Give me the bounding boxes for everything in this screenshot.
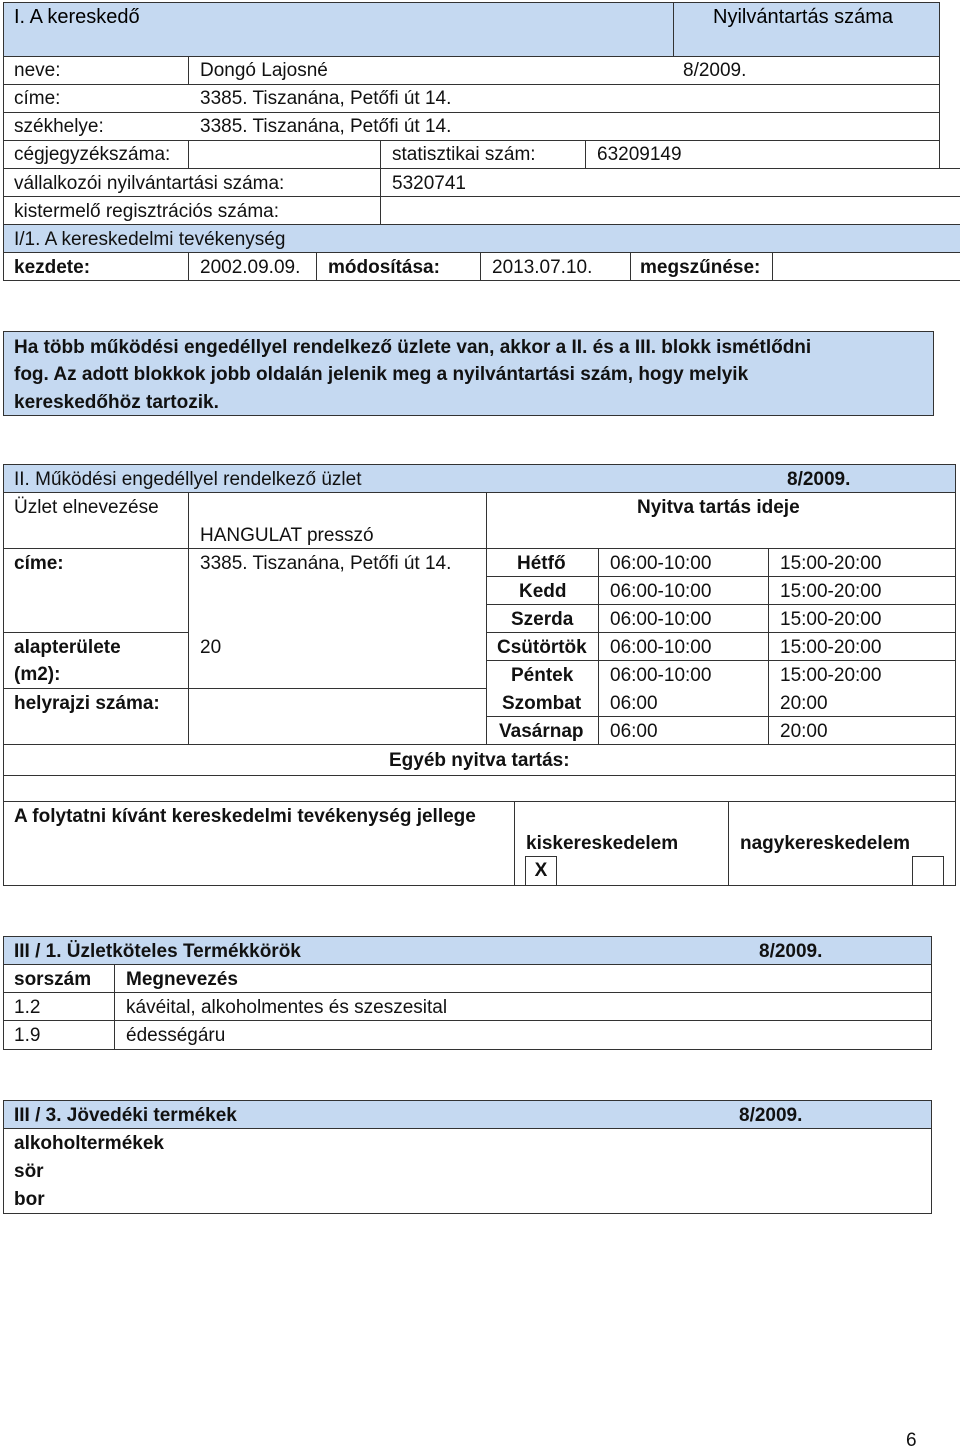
product-row-2-number: 1.9 <box>14 1025 41 1046</box>
excise-item-2: sör <box>14 1161 44 1182</box>
merchant-address-label: címe: <box>14 88 61 109</box>
excise-heading: III / 3. Jövedéki termékek <box>14 1105 237 1126</box>
merchant-name-label: neve: <box>14 60 61 81</box>
saturday-close: 20:00 <box>780 693 828 714</box>
lot-number-label: helyrajzi száma: <box>14 693 160 714</box>
page-number: 6 <box>906 1430 917 1451</box>
wholesale-label: nagykereskedelem <box>740 833 911 854</box>
note-line-1: Ha több működési engedéllyel rendelkező üzlete van, akkor a II. és a III. blokk ismétlődni <box>14 337 812 358</box>
activity-modified-date: 2013.07.10. <box>492 257 593 278</box>
product-row-2-name: édességáru <box>126 1025 226 1046</box>
excise-item-3: bor <box>14 1189 45 1210</box>
products-reg-number: 8/2009. <box>759 941 823 962</box>
day-tuesday: Kedd <box>519 581 567 602</box>
spacer-row <box>3 775 956 802</box>
friday-morning: 06:00-10:00 <box>610 665 712 686</box>
activity-end-label: megszűnése: <box>640 257 761 278</box>
excise-item-1: alkoholtermékek <box>14 1133 164 1154</box>
product-row-1-name: kávéital, alkoholmentes és szeszesital <box>126 997 448 1018</box>
note-line-3: kereskedőhöz tartozik. <box>14 392 219 413</box>
monday-morning: 06:00-10:00 <box>610 553 712 574</box>
stat-number: 63209149 <box>597 144 682 165</box>
shop-heading: II. Működési engedéllyel rendelkező üzlet <box>14 469 362 490</box>
day-thursday: Csütörtök <box>497 637 587 658</box>
products-col-name: Megnevezés <box>126 969 238 990</box>
friday-afternoon: 15:00-20:00 <box>780 665 882 686</box>
day-wednesday: Szerda <box>511 609 574 630</box>
entrepreneur-number: 5320741 <box>392 173 466 194</box>
wednesday-afternoon: 15:00-20:00 <box>780 609 882 630</box>
merchant-seat-label: székhelye: <box>14 116 104 137</box>
product-row-1-number: 1.2 <box>14 997 41 1018</box>
activity-start-label: kezdete: <box>14 257 91 278</box>
trade-type-label: A folytatni kívánt kereskedelmi tevékenység jellege <box>14 806 476 827</box>
activity-start-date: 2002.09.09. <box>200 257 301 278</box>
reg-number-heading: Nyilvántartás száma <box>713 6 894 28</box>
other-hours-label: Egyéb nyitva tartás: <box>389 750 570 771</box>
merchant-name: Dongó Lajosné <box>200 60 328 81</box>
stat-number-label: statisztikai szám: <box>392 144 536 165</box>
shop-address: 3385. Tiszanána, Petőfi út 14. <box>200 553 452 574</box>
company-reg-label: cégjegyzékszáma: <box>14 144 171 165</box>
day-sunday: Vasárnap <box>499 721 584 742</box>
thursday-morning: 06:00-10:00 <box>610 637 712 658</box>
wholesale-checkbox[interactable] <box>912 856 944 886</box>
merchant-seat: 3385. Tiszanána, Petőfi út 14. <box>200 116 452 137</box>
saturday-open: 06:00 <box>610 693 658 714</box>
monday-afternoon: 15:00-20:00 <box>780 553 882 574</box>
shop-reg-number: 8/2009. <box>787 469 851 490</box>
activity-heading: I/1. A kereskedelmi tevékenység <box>14 229 286 250</box>
note-line-2: fog. Az adott blokkok jobb oldalán jelenik meg a nyilvántartási szám, hogy melyik <box>14 364 749 385</box>
merchant-address: 3385. Tiszanána, Petőfi út 14. <box>200 88 452 109</box>
merchant-heading: I. A kereskedő <box>14 6 140 28</box>
wednesday-morning: 06:00-10:00 <box>610 609 712 630</box>
smallproducer-label: kistermelő regisztrációs száma: <box>14 201 280 222</box>
sunday-open: 06:00 <box>610 721 658 742</box>
activity-dates-row <box>3 252 960 281</box>
merchant-reg-number: 8/2009. <box>683 60 747 81</box>
shop-area-label-1: alapterülete <box>14 637 121 658</box>
shop-address-label: címe: <box>14 553 64 574</box>
tuesday-afternoon: 15:00-20:00 <box>780 581 882 602</box>
products-heading: III / 1. Üzletköteles Termékkörök <box>14 941 301 962</box>
day-monday: Hétfő <box>517 553 566 574</box>
retail-label: kiskereskedelem <box>526 833 679 854</box>
shop-name-label: Üzlet elnevezése <box>14 497 159 518</box>
thursday-afternoon: 15:00-20:00 <box>780 637 882 658</box>
retail-checkbox[interactable]: X <box>525 856 557 886</box>
excise-reg-number: 8/2009. <box>739 1105 803 1126</box>
sunday-close: 20:00 <box>780 721 828 742</box>
day-friday: Péntek <box>511 665 574 686</box>
shop-area-label-2: (m2): <box>14 664 61 685</box>
shop-area-value: 20 <box>200 637 222 658</box>
tuesday-morning: 06:00-10:00 <box>610 581 712 602</box>
activity-modified-label: módosítása: <box>328 257 440 278</box>
day-saturday: Szombat <box>502 693 582 714</box>
entrepreneur-label: vállalkozói nyilvántartási száma: <box>14 173 285 194</box>
shop-name: HANGULAT presszó <box>200 525 374 546</box>
opening-hours-label: Nyitva tartás ideje <box>637 497 800 518</box>
products-col-number: sorszám <box>14 969 92 990</box>
